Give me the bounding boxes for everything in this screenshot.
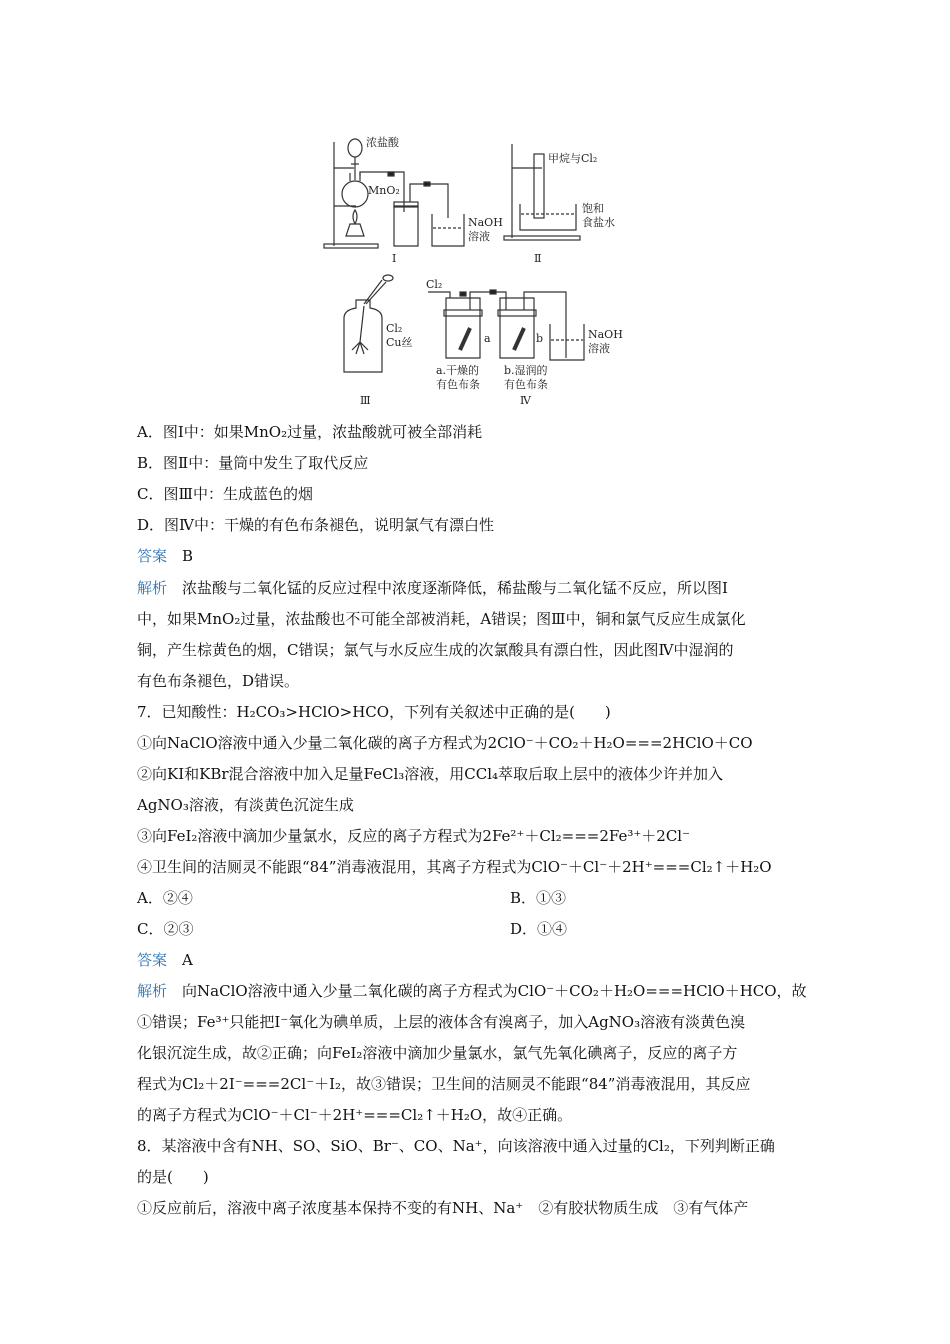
analysis-text: 向NaClO溶液中通入少量二氧化碳的离子方程式为ClO⁻＋CO₂＋H₂O===HClO＋HCO，故	[182, 982, 807, 1000]
measuring-cylinder	[534, 154, 544, 218]
label-b-wet-1: b.湿润的	[504, 364, 548, 377]
answer-value: A	[182, 951, 193, 969]
label-a-dry-2: 有色布条	[436, 378, 480, 391]
analysis-text: 浓盐酸与二氧化锰的反应过程中浓度逐渐降低，稀盐酸与二氧化锰不反应，所以图Ⅰ	[182, 579, 728, 597]
bottle-a	[446, 298, 480, 358]
q7-analysis-line-3: 化银沉淀生成，故②正确；向FeI₂溶液中滴加少量氯水，氯气先氧化碘离子，反应的离子方	[137, 1044, 738, 1062]
q6-analysis-line-1	[137, 578, 827, 598]
q7-stem: 7．已知酸性：H₂CO₃>HClO>HCO，下列有关叙述中正确的是( )	[137, 703, 611, 721]
label-cu: Cu丝	[386, 336, 413, 349]
q8-statement-1: ①反应前后，溶液中离子浓度基本保持不变的有NH、Na⁺ ②有胶状物质生成 ③有气体产	[137, 1199, 749, 1217]
label-soln-1: 溶液	[468, 230, 490, 243]
stand-base-1	[324, 244, 378, 248]
q7-option-b: B．①③	[510, 889, 567, 907]
label-cl2-fig3: Cl₂	[386, 322, 403, 335]
q7-options-row-2	[137, 919, 827, 939]
q7-answer	[137, 950, 827, 970]
apparatus-figure	[320, 128, 640, 410]
label-conc-hcl: 浓盐酸	[366, 136, 399, 149]
cloth-strip-a	[460, 328, 470, 350]
label-methane-cl2: 甲烷与Cl₂	[548, 152, 598, 165]
q8-stem-line-2: 的是( )	[137, 1168, 209, 1186]
q6-option-a: A．图Ⅰ中：如果MnO₂过量，浓盐酸就可被全部消耗	[137, 423, 483, 441]
beaker-1	[432, 214, 464, 246]
q7-statement-2b: AgNO₃溶液，有淡黄色沉淀生成	[137, 796, 354, 814]
bottle-b	[500, 298, 534, 358]
q6-option-d: D．图Ⅳ中：干燥的有色布条褪色，说明氯气有漂白性	[137, 516, 495, 534]
q7-statement-4: ④卫生间的洁厕灵不能跟“84”消毒液混用，其离子方程式为ClO⁻＋Cl⁻＋2H⁺===Cl₂↑＋H₂O	[137, 858, 772, 876]
analysis-tag: 解析	[137, 982, 168, 1000]
label-mno2: MnO₂	[368, 184, 400, 197]
label-b-wet-2: 有色布条	[504, 378, 548, 391]
gas-bottle-1	[394, 206, 418, 246]
q7-option-d: D．①④	[510, 920, 568, 938]
q7-statement-2a: ②向KI和KBr混合溶液中加入足量FeCl₃溶液，用CCl₄萃取后取上层中的液体少许并加入	[137, 765, 724, 783]
analysis-tag: 解析	[137, 579, 168, 597]
stand-base-2	[504, 236, 580, 240]
label-cl2-fig4: Cl₂	[426, 278, 443, 291]
crucible-tongs	[364, 280, 382, 304]
answer-value: B	[182, 547, 194, 565]
q7-analysis-line-4: 程式为Cl₂＋2I⁻===2Cl⁻＋I₂，故③错误；卫生间的洁厕灵不能跟“84”消毒液混用，其反应	[137, 1075, 751, 1093]
q6-option-c: C．图Ⅲ中：生成蓝色的烟	[137, 485, 313, 503]
q6-analysis-line-2: 中，如果MnO₂过量，浓盐酸也不可能全部被消耗，A错误；图Ⅲ中，铜和氯气反应生成氯化	[137, 610, 746, 628]
burner	[346, 224, 364, 236]
label-fig-2: Ⅱ	[534, 252, 542, 265]
label-fig-3: Ⅲ	[360, 394, 371, 407]
q6-analysis-line-3: 铜，产生棕黄色的烟，C错误；氯气与水反应生成的次氯酸具有漂白性，因此图Ⅳ中湿润的	[137, 641, 734, 659]
q6-option-b: B．图Ⅱ中：量筒中发生了取代反应	[137, 454, 369, 472]
q6-analysis-line-4: 有色布条褪色，D错误。	[137, 672, 300, 690]
label-naoh-1: NaOH	[468, 216, 503, 229]
label-soln-2: 溶液	[588, 342, 610, 355]
q8-stem-line-1: 8．某溶液中含有NH、SO、SiO、Br⁻、CO、Na⁺，向该溶液中通入过量的Cl₂，下列判断正确	[137, 1137, 775, 1155]
q7-option-a: A．②④	[137, 889, 193, 907]
label-b: b	[536, 332, 544, 345]
label-fig-4: Ⅳ	[520, 394, 531, 407]
q7-options-row-1	[137, 888, 827, 908]
label-sat: 饱和	[582, 202, 604, 215]
q7-statement-1: ①向NaClO溶液中通入少量二氧化碳的离子方程式为2ClO⁻＋CO₂＋H₂O===2HClO＋CO	[137, 734, 753, 752]
label-naoh-2: NaOH	[588, 328, 623, 341]
q7-statement-3: ③向FeI₂溶液中滴加少量氯水，反应的离子方程式为2Fe²⁺＋Cl₂===2Fe³⁺＋2Cl⁻	[137, 827, 691, 845]
label-fig-1: Ⅰ	[392, 252, 397, 265]
q6-answer	[137, 546, 827, 566]
cloth-strip-b	[514, 328, 524, 350]
q7-analysis-line-2: ①错误；Fe³⁺只能把I⁻氧化为碘单质，上层的液体含有溴离子，加入AgNO₃溶液有淡黄色溴	[137, 1013, 746, 1031]
q7-option-c: C．②③	[137, 920, 194, 938]
answer-tag: 答案	[137, 951, 168, 969]
q7-analysis-line-5: 的离子方程式为ClO⁻＋Cl⁻＋2H⁺===Cl₂↑＋H₂O，故④正确。	[137, 1106, 573, 1124]
sep-funnel	[348, 139, 362, 157]
beaker-2	[550, 324, 584, 360]
round-flask	[342, 181, 368, 207]
label-a: a	[484, 332, 491, 345]
answer-tag: 答案	[137, 547, 168, 565]
q7-analysis-line-1	[137, 981, 827, 1001]
trough	[520, 204, 576, 230]
label-a-dry-1: a.干燥的	[436, 364, 480, 377]
label-brine: 食盐水	[582, 216, 615, 229]
